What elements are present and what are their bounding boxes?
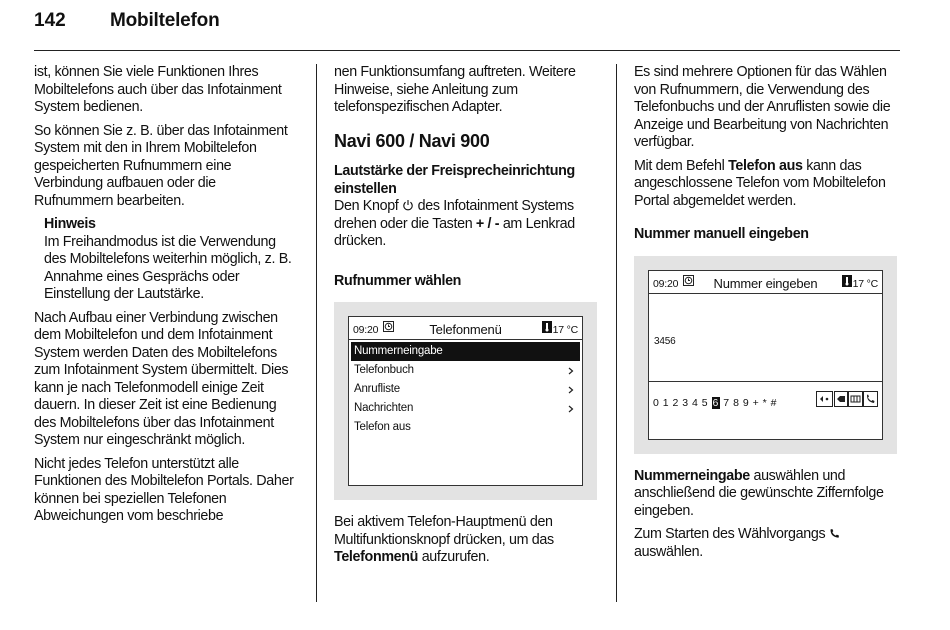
keyboard-icon: [849, 391, 863, 406]
temperature: 17 °C: [852, 277, 878, 290]
text: Bei aktivem Telefon-Hauptmenü den Multifunktionsknopf drücken, um das: [334, 514, 554, 548]
page-number: 142: [34, 10, 66, 31]
paragraph: [334, 514, 598, 567]
paragraph: Es sind mehrere Optionen für das Wählen von Rufnummern, die Verwendung des Telefonbuchs und der Anruflisten sowie die Anzeige und Bearbeitung von Nachrichten verfügbar.: [634, 64, 891, 150]
phone-icon: [829, 528, 840, 539]
bold-term: Telefon aus: [728, 157, 803, 174]
keypad-action-icons[interactable]: [816, 391, 878, 407]
paragraph: Nach Aufbau einer Verbindung zwischen dem Mobiltelefon und dem Infotainment System werden Daten des Mobiltelefons zum Infotainment System übermittelt. Dies kann je nach Telefonmodell einige Zeit dauern. In dieser Zeit ist eine Bedienung des Mobiltelefons über das Infotainment System nur eingeschränkt möglich.: [34, 309, 289, 448]
section-heading: Navi 600 / Navi 900: [334, 130, 490, 151]
keys[interactable]: 0 1 2 3 4 5: [653, 396, 712, 409]
entered-number: 3456: [654, 335, 676, 347]
cursor-move-icon: [817, 391, 833, 406]
screen-title: Nummer eingeben: [713, 275, 818, 291]
text: am Lenkrad drücken.: [334, 215, 575, 249]
column-1: [34, 64, 296, 532]
thermometer-icon: [542, 321, 552, 333]
paragraph-volume: [334, 198, 598, 251]
text: des Infotainment Systems drehen oder die Tasten: [334, 198, 574, 232]
subsection-heading-manual: Nummer manuell eingeben: [634, 226, 809, 242]
temperature: 17 °C: [552, 324, 578, 336]
page-header: [34, 10, 900, 40]
text: auswählen und anschließend die gewünschte Ziffernfolge eingeben.: [634, 467, 884, 519]
paragraph: ist, können Sie viele Funktionen Ihres Mobiltelefons auch über das Infotainment System bedienen.: [34, 64, 282, 115]
text: Den Knopf: [334, 198, 399, 214]
power-knob-icon: [402, 199, 414, 211]
menu-item-label: Telefon aus: [354, 421, 411, 433]
paragraph: nen Funktionsumfang auftreten. Weitere Hinweise, siehe Anleitung zum telefonspezifischen Adapter.: [334, 64, 576, 115]
column-divider-1: [316, 64, 317, 602]
phone-call-icon: [864, 391, 878, 406]
chevron-right-icon: [568, 386, 574, 394]
note-title: Hinweis: [44, 216, 96, 232]
subsection-heading-dial: Rufnummer wählen: [334, 272, 462, 289]
backspace-icon: [835, 391, 848, 406]
header-divider: [34, 50, 900, 51]
chevron-right-icon: [568, 405, 574, 413]
menu-item-label: Telefonbuch: [354, 364, 414, 376]
paragraph: Nicht jedes Telefon unterstützt alle Funktionen des Mobiltelefon Portals. Daher können bei speziellen Telefonen Abweichungen vom beschriebe: [34, 455, 294, 524]
text: auswählen.: [634, 543, 703, 560]
keys[interactable]: 7 8 9 + * #: [719, 396, 777, 409]
column-divider-2: [616, 64, 617, 602]
menu-item-nummerneingabe[interactable]: [351, 342, 580, 361]
bold-term: Telefonmenü: [334, 549, 419, 565]
paragraph: So können Sie z. B. über das Infotainment System mit den in Ihrem Mobiltelefon gespeicherten Rufnummern eine Verbindung aufbauen oder die Rufnummern bearbeiten.: [34, 122, 288, 209]
menu-item-label: Nummerneingabe: [354, 345, 443, 357]
paragraph: [634, 526, 900, 561]
screen-header: [349, 317, 582, 340]
clock-time: 09:20: [353, 324, 379, 336]
screen-divider: [649, 381, 882, 383]
screenshot-telefonmenu: [334, 302, 597, 500]
menu-item-telefon-aus[interactable]: [349, 418, 582, 437]
menu-item-label: Nachrichten: [354, 402, 414, 414]
menu-item-label: Anrufliste: [354, 383, 400, 395]
menu-item-telefonbuch[interactable]: [349, 361, 582, 380]
note-box: [44, 216, 296, 304]
subsection-heading-volume: Lautstärke der Freisprecheinrichtung einstellen: [334, 163, 575, 197]
screen-title: Telefonmenü: [429, 322, 502, 337]
text: aufzurufen.: [421, 549, 490, 565]
menu-item-nachrichten[interactable]: [349, 399, 582, 418]
text: kann das angeschlossene Telefon vom Mobiltelefon Portal abgemeldet werden.: [634, 157, 886, 209]
paragraph: [634, 158, 900, 211]
menu-item-anrufliste[interactable]: [349, 380, 582, 399]
text: Zum Starten des Wählvorgangs: [634, 526, 826, 542]
column-2: [334, 64, 598, 573]
text: Mit dem Befehl: [634, 157, 725, 174]
display-screen: [348, 316, 583, 486]
clock-time: 09:20: [653, 277, 679, 290]
keys-label: + / -: [475, 215, 500, 232]
paragraph: [634, 468, 900, 521]
note-text: Im Freihandmodus ist die Verwendung des Mobiltelefons weiterhin möglich, z. B. Annahme eines Gesprächs oder Einstellung der Lautstärke.: [44, 233, 292, 302]
bold-term: Nummerneingabe: [634, 467, 750, 484]
digit-keypad[interactable]: [653, 395, 777, 413]
screenshot-nummer-eingeben: [634, 256, 897, 454]
chapter-title: Mobiltelefon: [110, 10, 220, 31]
display-screen: [648, 270, 883, 440]
chevron-right-icon: [568, 367, 574, 375]
column-3: [634, 64, 900, 567]
thermometer-icon: [842, 275, 852, 287]
selected-key[interactable]: 6: [712, 396, 719, 409]
screen-header: [649, 271, 882, 294]
